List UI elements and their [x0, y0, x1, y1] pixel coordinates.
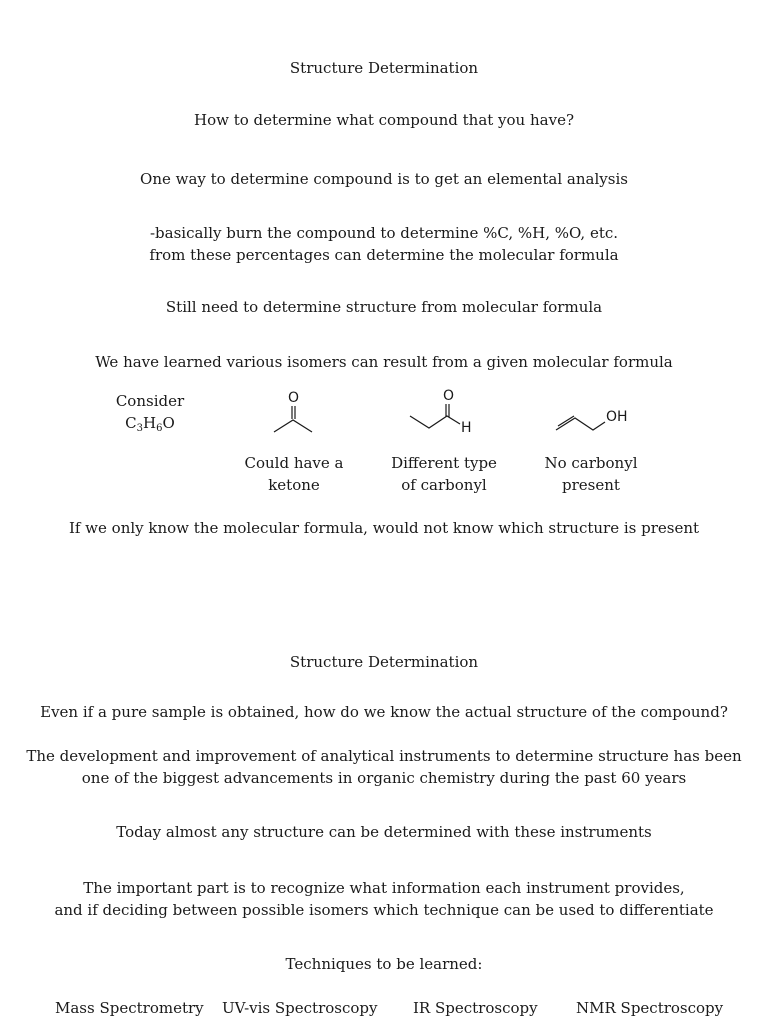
ketone-skeleton	[274, 420, 312, 432]
important-line1: The important part is to recognize what information each instrument provides,	[83, 879, 685, 897]
development-line2: one of the biggest advancements in organic chemistry during the past 60 years	[81, 769, 687, 787]
ketone-caption: Could have a ketone	[244, 454, 344, 494]
ketone-oxygen-label: O	[288, 390, 300, 406]
technique-mass-spectrometry: Mass Spectrometry	[55, 999, 204, 1017]
aldehyde-structure	[405, 386, 485, 436]
allyl-alcohol-structure	[553, 398, 643, 438]
hydroxyl-label: OH	[606, 409, 628, 425]
conclusion-text: If we only know the molecular formula, would not know which structure is present	[68, 519, 700, 537]
development-line1: The development and improvement of analytical instruments to determine structure has been	[26, 747, 742, 765]
burn-text-line2: from these percentages can determine the molecular formula	[149, 246, 619, 264]
techniques-heading: Techniques to be learned:	[285, 955, 483, 973]
important-line2: and if deciding between possible isomers which technique can be used to differentiate	[54, 901, 714, 919]
ketone-structure	[260, 386, 330, 436]
section2-title: Structure Determination	[289, 653, 479, 671]
elemental-analysis-text: One way to determine compound is to get an elemental analysis	[140, 170, 628, 188]
allyl-double-bond	[558, 416, 574, 426]
allyl-alcohol-caption: No carbonyl present	[544, 454, 638, 494]
section1-question: How to determine what compound that you have?	[193, 111, 574, 129]
allyl-skeleton	[556, 418, 605, 430]
aldehyde-oxygen-label: O	[443, 388, 455, 404]
technique-nmr: NMR Spectroscopy	[576, 999, 724, 1017]
aldehyde-caption: Different type of carbonyl	[391, 454, 497, 494]
consider-label	[108, 390, 192, 434]
section1-title: Structure Determination	[289, 59, 479, 77]
technique-ir: IR Spectroscopy	[413, 999, 538, 1017]
burn-text-line1: -basically burn the compound to determine %C, %H, %O, etc.	[149, 224, 619, 242]
aldehyde-skeleton	[410, 416, 460, 428]
consider-text: Consider	[115, 392, 185, 410]
section2-question: Even if a pure sample is obtained, how do we know the actual structure of the compound?	[40, 703, 728, 721]
today-text: Today almost any structure can be determined with these instruments	[116, 823, 652, 841]
technique-uv-vis: UV-vis Spectroscopy	[222, 999, 378, 1017]
isomers-text: We have learned various isomers can result from a given molecular formula	[95, 353, 673, 371]
still-need-text: Still need to determine structure from molecular formula	[165, 298, 603, 316]
molecular-formula: $C_3H_6O$	[125, 414, 175, 434]
aldehyde-hydrogen-label: H	[461, 420, 472, 436]
